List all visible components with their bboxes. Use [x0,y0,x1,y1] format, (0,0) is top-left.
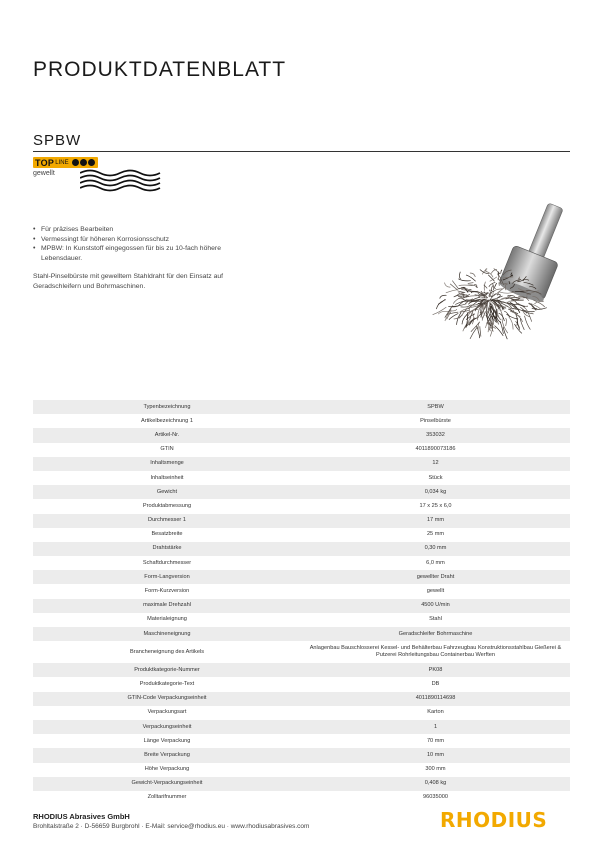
spec-row [33,428,570,442]
spec-key: GTIN-Code Verpackungseinheit [33,692,301,706]
spec-row [33,528,570,542]
spec-row [33,706,570,720]
spec-key: Produktkategorie-Text [33,677,301,691]
topline-line-text: LINE [55,159,69,166]
spec-value: 17 x 25 x 6,0 [301,499,570,513]
topline-dot-icon [88,159,95,166]
spec-row [33,599,570,613]
spec-row [33,613,570,627]
spec-row [33,763,570,777]
spec-value: gewellter Draht [301,570,570,584]
wave-lines-icon [80,168,162,192]
spec-key: Form-Langversion [33,570,301,584]
topline-badge [33,157,98,168]
wire-brush-image [400,188,568,358]
spec-key: Materialeignung [33,613,301,627]
spec-value: SPBW [301,400,570,414]
spec-value: Karton [301,706,570,720]
spec-value: Anlagenbau Bauschlosserei Kessel- und Behälterbau Fahrzeugbau Konstruktionsstahlbau Gießerei & Putzerei Rohrleitungsbau Containerbau Werften [301,641,570,663]
spec-row [33,570,570,584]
feature-item: • MPBW: In Kunststoff eingegossen für bis zu 10-fach höhere Lebensdauer. [33,244,263,263]
spec-row [33,499,570,513]
spec-key: Brancheneignung des Artikels [33,641,301,663]
spec-key: Artikelbezeichnung 1 [33,414,301,428]
topline-dot-icon [72,159,79,166]
spec-key: Gewicht [33,485,301,499]
spec-row [33,663,570,677]
product-description: Stahl-Pinselbürste mit gewelltem Stahldraht für den Einsatz auf Geradschleifern und Bohrmaschinen. [33,273,224,290]
spec-key: Maschineneignung [33,627,301,641]
footer-address: Brohltalstraße 2 · D-56659 Burgbrohl · E-Mail: service@rhodius.eu · www.rhodiusabrasives.com [33,823,310,830]
spec-value: 4011890073186 [301,443,570,457]
spec-key: Zolltarifnummer [33,791,301,805]
spec-row [33,457,570,471]
spec-value: Stahl [301,613,570,627]
spec-key: Schaftdurchmesser [33,556,301,570]
spec-value: Geradschleifer Bohrmaschine [301,627,570,641]
spec-value: 6,0 mm [301,556,570,570]
spec-value: 4500 U/min [301,599,570,613]
spec-key: Gewicht-Verpackungseinheit [33,777,301,791]
spec-key: Höhe Verpackung [33,763,301,777]
spec-value: 353032 [301,428,570,442]
topline-dot-icon [80,159,87,166]
spec-key: Artikel-Nr. [33,428,301,442]
wave-label: gewellt [33,170,55,177]
spec-row [33,720,570,734]
spec-value: 0,034 kg [301,485,570,499]
topline-top-text: TOP [35,157,55,168]
spec-key: Produktkategorie-Nummer [33,663,301,677]
spec-value: 70 mm [301,734,570,748]
spec-row [33,641,570,663]
spec-key: Produktabmessung [33,499,301,513]
spec-value: Stück [301,471,570,485]
spec-value: DB [301,677,570,691]
title-divider [33,151,570,152]
spec-row [33,627,570,641]
spec-key: Besatzbreite [33,528,301,542]
spec-value: gewellt [301,584,570,598]
page-title: PRODUKTDATENBLATT [33,58,287,81]
spec-key: maximale Drehzahl [33,599,301,613]
spec-row [33,748,570,762]
spec-row [33,734,570,748]
spec-row [33,485,570,499]
spec-value: 12 [301,457,570,471]
spec-row [33,542,570,556]
spec-value: 0,408 kg [301,777,570,791]
spec-value: PK08 [301,663,570,677]
spec-key: Drahtstärke [33,542,301,556]
footer-company: RHODIUS Abrasives GmbH [33,812,130,821]
spec-key: GTIN [33,443,301,457]
feature-item: • Für präzises Bearbeiten [33,225,263,235]
topline-box [33,157,98,168]
spec-row [33,556,570,570]
spec-key: Durchmesser 1 [33,514,301,528]
spec-row [33,471,570,485]
spec-key: Länge Verpackung [33,734,301,748]
spec-key: Typenbezeichnung [33,400,301,414]
spec-key: Verpackungseinheit [33,720,301,734]
rhodius-logo: RHODIUS [440,808,548,832]
spec-row [33,584,570,598]
spec-table [33,400,570,805]
spec-row [33,443,570,457]
spec-value: 300 mm [301,763,570,777]
spec-value: 17 mm [301,514,570,528]
spec-key: Inhaltsmenge [33,457,301,471]
feature-list [33,225,263,263]
spec-value: Pinselbürste [301,414,570,428]
spec-row [33,677,570,691]
spec-key: Inhaltseinheit [33,471,301,485]
spec-value: 10 mm [301,748,570,762]
spec-row [33,791,570,805]
spec-value: 1 [301,720,570,734]
spec-key: Verpackungsart [33,706,301,720]
feature-item: • Vermessingt für höheren Korrosionsschutz [33,235,263,245]
spec-row [33,414,570,428]
spec-value: 96035000 [301,791,570,805]
spec-key: Form-Kurzversion [33,584,301,598]
spec-value: 0,30 mm [301,542,570,556]
spec-row [33,777,570,791]
product-code: SPBW [33,132,82,149]
spec-value: 25 mm [301,528,570,542]
spec-row [33,514,570,528]
spec-row [33,692,570,706]
spec-key: Breite Verpackung [33,748,301,762]
spec-value: 4011890114698 [301,692,570,706]
spec-row [33,400,570,414]
